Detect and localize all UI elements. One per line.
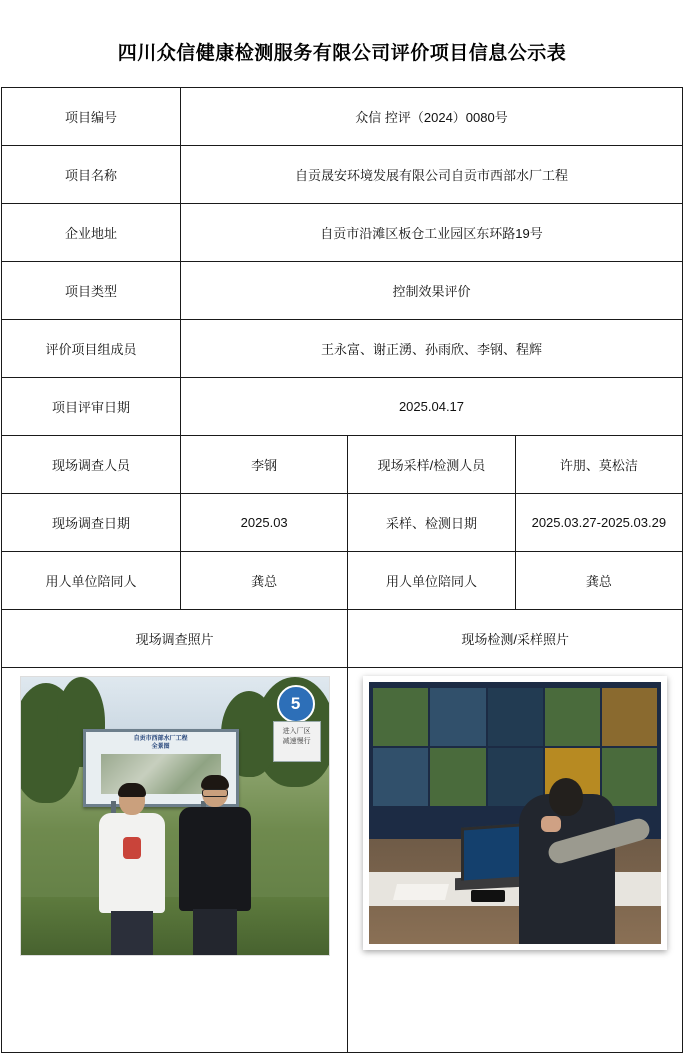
row-value-survey-date: 2025.03 (181, 494, 348, 552)
site-survey-photo (20, 676, 330, 956)
row-label-survey-staff: 现场调查人员 (2, 436, 181, 494)
photo-cell-right (348, 668, 683, 1053)
table-row (2, 436, 683, 494)
table-row (2, 494, 683, 552)
person-right (179, 777, 251, 955)
row-label-project-number: 项目编号 (2, 88, 181, 146)
page-title: 四川众信健康检测服务有限公司评价项目信息公示表 (117, 43, 567, 64)
phone-device (471, 890, 505, 902)
row-value-survey-staff: 李钢 (181, 436, 348, 494)
row-value-escort-left: 龚总 (181, 552, 348, 610)
table-row (2, 610, 683, 668)
hand (541, 816, 561, 832)
person-left (99, 785, 165, 955)
row-value-project-number: 众信 控评（2024）0080号 (181, 88, 683, 146)
row-label-sampling-date: 采样、检测日期 (348, 494, 515, 552)
row-value-project-type: 控制效果评价 (181, 262, 683, 320)
row-label-project-name: 项目名称 (2, 146, 181, 204)
table-row (2, 262, 683, 320)
row-value-team-members: 王永富、谢正湧、孙雨欣、李钢、程辉 (181, 320, 683, 378)
grass-ground (21, 897, 329, 955)
row-value-sampling-date: 2025.03.27-2025.03.29 (515, 494, 682, 552)
table-row (2, 552, 683, 610)
glasses-icon (202, 789, 228, 797)
row-value-review-date: 2025.04.17 (181, 378, 683, 436)
table-row-photos (2, 668, 683, 1053)
operator-head (549, 778, 583, 816)
row-value-sampling-staff: 许朋、莫松洁 (515, 436, 682, 494)
row-value-project-name: 自贡晟安环境发展有限公司自贡市西部水厂工程 (181, 146, 683, 204)
row-value-escort-right: 龚总 (515, 552, 682, 610)
row-label-company-address: 企业地址 (2, 204, 181, 262)
project-info-table (1, 87, 683, 1053)
row-label-team-members: 评价项目组成员 (2, 320, 181, 378)
row-label-survey-date: 现场调查日期 (2, 494, 181, 552)
table-row (2, 204, 683, 262)
road-sign: 进入厂区 减速慢行 (273, 721, 321, 762)
table-row (2, 378, 683, 436)
table-row (2, 320, 683, 378)
operator-person (519, 794, 615, 944)
monitor-wall (373, 688, 657, 806)
photo-header-right: 现场检测/采样照片 (348, 610, 683, 668)
paper-documents (393, 884, 449, 900)
row-label-sampling-staff: 现场采样/检测人员 (348, 436, 515, 494)
photo-header-left: 现场调查照片 (2, 610, 348, 668)
site-testing-photo (363, 676, 667, 950)
photo-cell-left (2, 668, 348, 1053)
board-title: 自贡市西部水厂工程 全景图 (133, 736, 188, 750)
marker-number-badge: 5 (277, 685, 315, 723)
row-label-escort-right: 用人单位陪同人 (348, 552, 515, 610)
table-row (2, 146, 683, 204)
row-label-project-type: 项目类型 (2, 262, 181, 320)
table-row (2, 88, 683, 146)
row-label-escort-left: 用人单位陪同人 (2, 552, 181, 610)
row-label-review-date: 项目评审日期 (2, 378, 181, 436)
row-value-company-address: 自贡市沿滩区板仓工业园区东环路19号 (181, 204, 683, 262)
